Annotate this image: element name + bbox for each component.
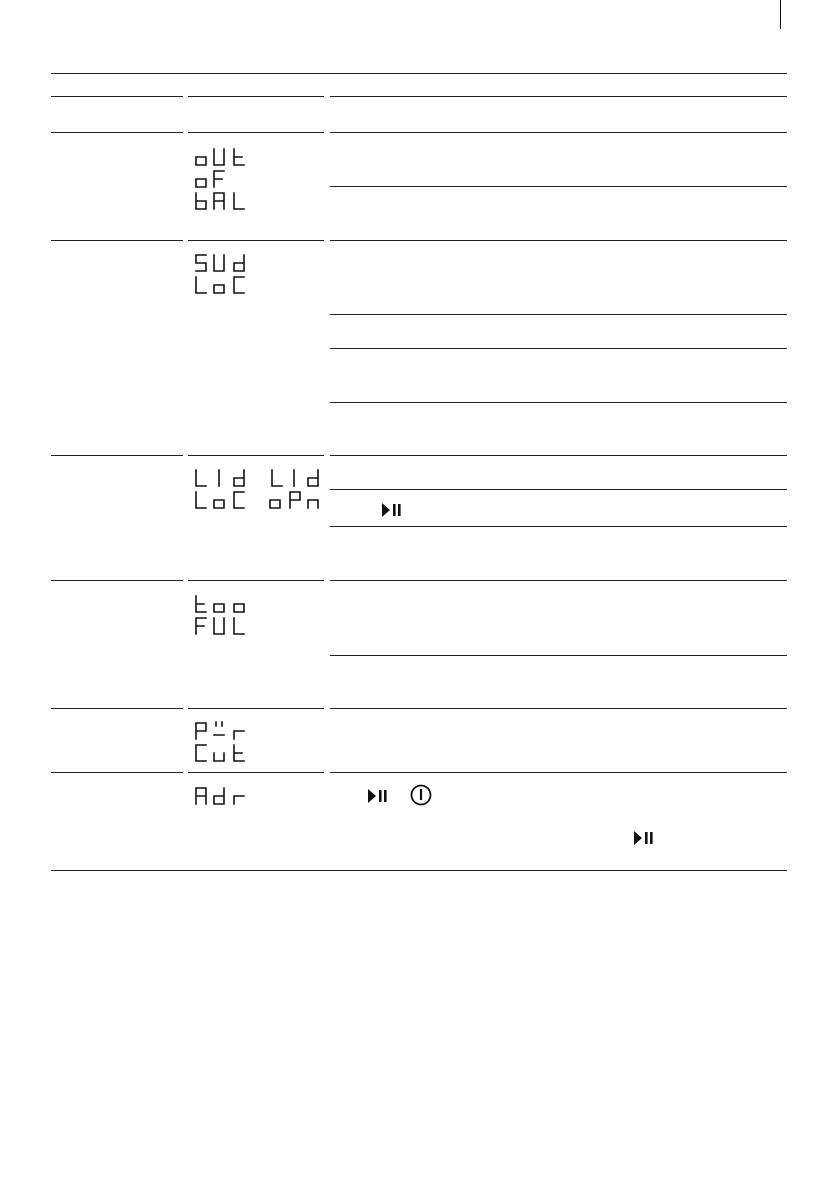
header-rule-col2	[188, 96, 324, 97]
row-rule-col3	[330, 240, 787, 241]
lcd-code-lid-lock-open	[194, 467, 324, 511]
page-edge-mark	[780, 0, 781, 29]
lcd-code-out-of-balance	[194, 146, 324, 212]
row-rule-col2	[188, 708, 324, 709]
power-icon	[410, 784, 432, 810]
row-rule-col3	[330, 455, 787, 456]
sub-rule	[330, 526, 787, 527]
row-rule-col1	[51, 240, 183, 241]
play-pause-icon	[368, 788, 390, 807]
row-rule-col1	[51, 132, 183, 133]
row-rule-col2	[188, 132, 324, 133]
row-rule-col1	[51, 772, 183, 773]
play-pause-icon	[382, 502, 404, 521]
sub-rule	[330, 314, 787, 315]
sub-rule	[330, 655, 787, 656]
row-rule-col3	[330, 708, 787, 709]
sub-rule	[330, 186, 787, 187]
lcd-code-adr	[194, 785, 324, 807]
header-rule-col1	[51, 96, 183, 97]
lcd-code-too-full	[194, 593, 324, 637]
sub-rule	[330, 348, 787, 349]
row-rule-col1	[51, 455, 183, 456]
lcd-code-suds-lock	[194, 252, 324, 296]
play-pause-icon	[634, 830, 656, 849]
row-rule-col2	[188, 580, 324, 581]
row-rule-col1	[51, 708, 183, 709]
lcd-code-power-cut	[194, 720, 324, 764]
table-bottom-rule	[51, 870, 787, 871]
row-rule-col3	[330, 772, 787, 773]
row-rule-col3	[330, 132, 787, 133]
table-top-rule	[51, 73, 787, 74]
row-rule-col2	[188, 455, 324, 456]
row-rule-col3	[330, 580, 787, 581]
sub-rule	[330, 489, 787, 490]
sub-rule	[330, 402, 787, 403]
row-rule-col2	[188, 240, 324, 241]
row-rule-col2	[188, 772, 324, 773]
row-rule-col1	[51, 580, 183, 581]
header-rule-col3	[330, 96, 787, 97]
